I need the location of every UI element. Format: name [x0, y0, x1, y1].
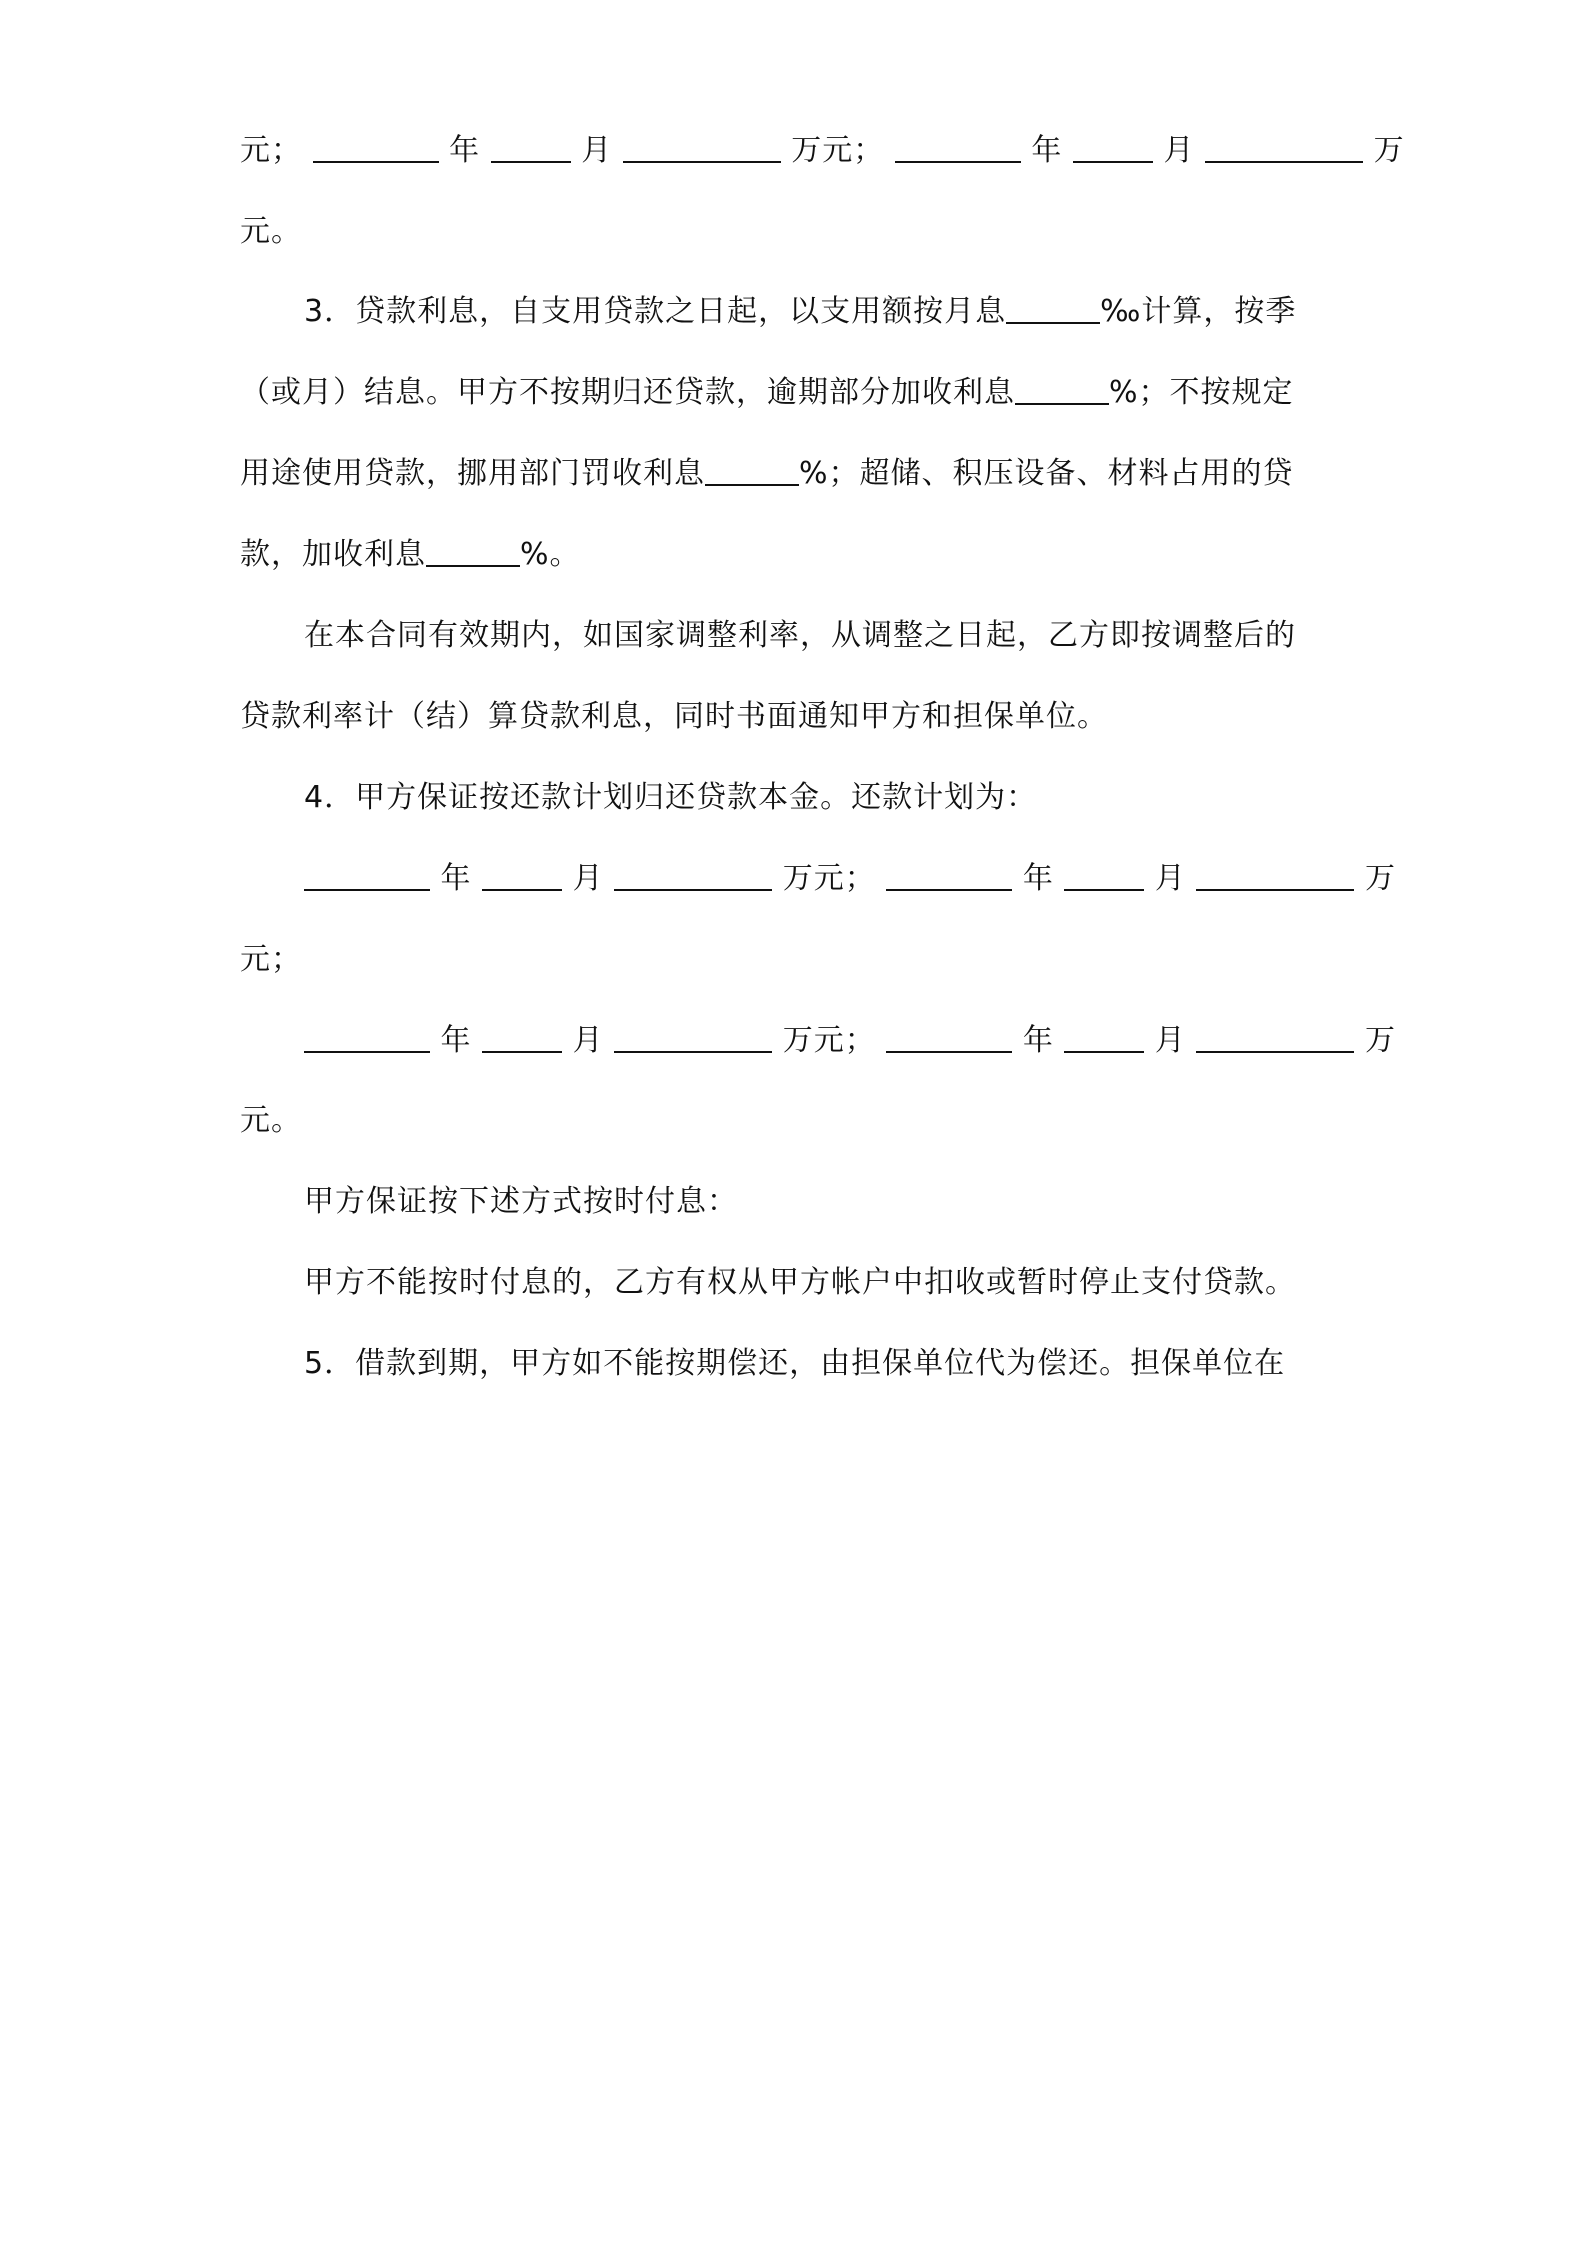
interest-text: 款，加收利息	[240, 537, 426, 572]
schedule-line-1-end	[240, 940, 1350, 980]
unit-wan: 万	[1365, 861, 1397, 896]
unit-month: 月	[572, 1023, 604, 1058]
unit-yuan: 元；	[240, 942, 302, 977]
schedule-line-2	[304, 1021, 1397, 1061]
unit-month: 月	[1163, 133, 1195, 168]
month-blank[interactable]	[482, 1021, 562, 1053]
unit-wan: 万	[1365, 1023, 1397, 1058]
year-blank[interactable]	[895, 131, 1021, 163]
interest-text: 用途使用贷款，挪用部门罚收利息	[240, 456, 705, 491]
year-blank[interactable]	[313, 131, 439, 163]
month-blank[interactable]	[491, 131, 571, 163]
monthly-rate-blank[interactable]	[1006, 292, 1100, 324]
unit-year: 年	[449, 133, 481, 168]
schedule-line-top-end	[240, 212, 1350, 252]
amount-blank[interactable]	[1196, 1021, 1354, 1053]
unit-month: 月	[581, 133, 613, 168]
adjust-line-2: 贷款利率计（结）算贷款利息，同时书面通知甲方和担保单位。	[240, 699, 1108, 734]
adjust-line-1: 在本合同有效期内，如国家调整利率，从调整之日起，乙方即按调整后的	[304, 618, 1296, 653]
misuse-rate-blank[interactable]	[705, 454, 799, 486]
interest-line-4	[240, 535, 1350, 575]
interest-text: %；不按规定	[1109, 375, 1294, 410]
year-blank[interactable]	[886, 859, 1012, 891]
unit-year: 年	[440, 861, 472, 896]
interest-line-3	[240, 454, 1350, 494]
interest-text: %；超储、积压设备、材料占用的贷	[799, 456, 1294, 491]
interest-line-2	[240, 373, 1350, 413]
amount-blank[interactable]	[623, 131, 781, 163]
repayment-heading: 4．甲方保证按还款计划归还贷款本金。还款计划为：	[304, 780, 1038, 815]
unit-wan: 万	[1373, 133, 1405, 168]
interest-text: ‰计算，按季	[1100, 294, 1297, 329]
unit-wan-yuan: 万元；	[782, 1023, 876, 1058]
unit-month: 月	[1154, 861, 1186, 896]
unit-wan-yuan: 万元；	[791, 133, 885, 168]
year-blank[interactable]	[304, 859, 430, 891]
unit-yuan: 元；	[240, 133, 302, 168]
year-blank[interactable]	[304, 1021, 430, 1053]
month-blank[interactable]	[1064, 1021, 1144, 1053]
unit-month: 月	[572, 861, 604, 896]
unit-year: 年	[1022, 1023, 1054, 1058]
month-blank[interactable]	[1064, 859, 1144, 891]
amount-blank[interactable]	[1205, 131, 1363, 163]
interest-text: %。	[520, 537, 581, 572]
schedule-line-top	[240, 131, 1405, 171]
month-blank[interactable]	[482, 859, 562, 891]
unit-year: 年	[1031, 133, 1063, 168]
amount-blank[interactable]	[1196, 859, 1354, 891]
unit-month: 月	[1154, 1023, 1186, 1058]
year-blank[interactable]	[886, 1021, 1012, 1053]
clause5-line-1: 5．借款到期，甲方如不能按期偿还，由担保单位代为偿还。担保单位在	[304, 1346, 1286, 1381]
payment-line-1: 甲方保证按下述方式按时付息：	[304, 1184, 738, 1219]
unit-yuan: 元。	[240, 1103, 302, 1138]
payment-line-2: 甲方不能按时付息的，乙方有权从甲方帐户中扣收或暂时停止支付贷款。	[304, 1265, 1296, 1300]
unit-yuan: 元。	[240, 214, 302, 249]
schedule-line-1	[304, 859, 1397, 899]
schedule-line-2-end	[240, 1101, 1350, 1141]
interest-text: （或月）结息。甲方不按期归还贷款，逾期部分加收利息	[240, 375, 1015, 410]
overdue-rate-blank[interactable]	[1015, 373, 1109, 405]
overstock-rate-blank[interactable]	[426, 535, 520, 567]
interest-line-1	[304, 292, 1350, 332]
interest-text: 3．贷款利息，自支用贷款之日起，以支用额按月息	[304, 294, 1007, 329]
amount-blank[interactable]	[614, 1021, 772, 1053]
amount-blank[interactable]	[614, 859, 772, 891]
unit-year: 年	[440, 1023, 472, 1058]
unit-year: 年	[1022, 861, 1054, 896]
month-blank[interactable]	[1073, 131, 1153, 163]
unit-wan-yuan: 万元；	[782, 861, 876, 896]
